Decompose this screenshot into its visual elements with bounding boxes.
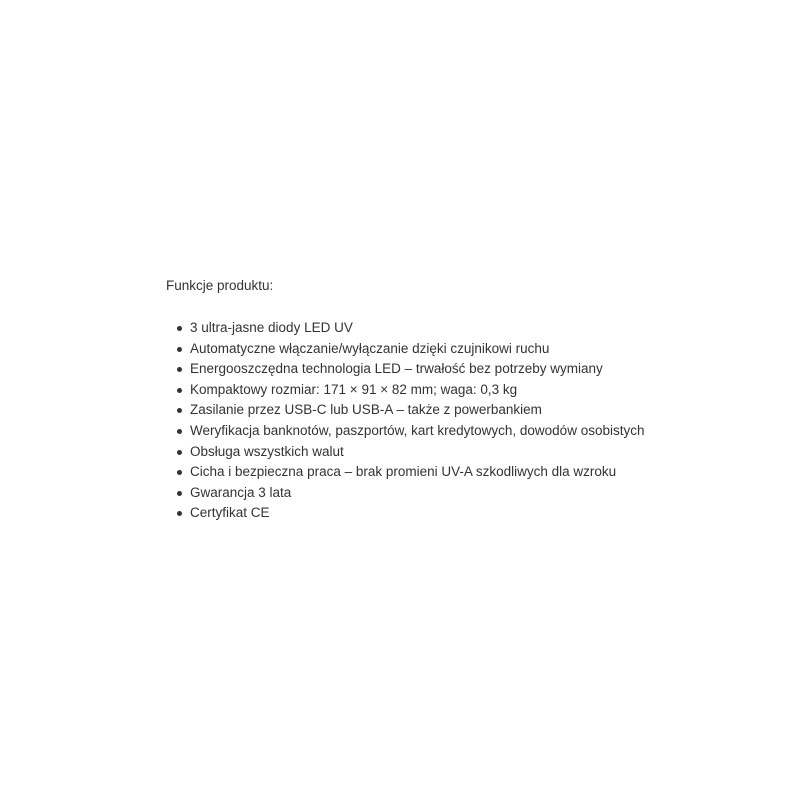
list-item-text: Gwarancja 3 lata <box>190 484 292 500</box>
bullet-icon <box>177 388 182 393</box>
bullet-icon <box>177 367 182 372</box>
list-item <box>166 442 766 463</box>
list-item-text: Cicha i bezpieczna praca – brak promieni UV-A szkodliwych dla wzroku <box>190 464 617 480</box>
list-item-text: Weryfikacja banknotów, paszportów, kart kredytowych, dowodów osobistych <box>190 422 645 438</box>
bullet-icon <box>177 470 182 475</box>
list-item-text: 3 ultra-jasne diody LED UV <box>190 320 353 335</box>
list-item <box>166 318 766 339</box>
bullet-icon <box>177 511 182 516</box>
product-features-section <box>166 277 766 524</box>
list-item <box>166 421 766 442</box>
list-item <box>166 483 766 504</box>
bullet-icon <box>177 326 182 331</box>
bullet-icon <box>177 408 182 413</box>
list-item-text: Obsługa wszystkich walut <box>190 443 344 459</box>
bullet-icon <box>177 450 182 455</box>
list-item <box>166 359 766 380</box>
list-item <box>166 503 766 524</box>
list-item-text: Kompaktowy rozmiar: 171 × 91 × 82 mm; waga: 0,3 kg <box>190 381 518 397</box>
bullet-icon <box>177 491 182 496</box>
features-list <box>166 318 766 524</box>
bullet-icon <box>177 347 182 352</box>
list-item <box>166 462 766 483</box>
list-item-text: Certyfikat CE <box>190 505 270 521</box>
bullet-icon <box>177 429 182 434</box>
list-item <box>166 400 766 421</box>
list-item <box>166 339 766 360</box>
list-item <box>166 380 766 401</box>
section-heading: Funkcje produktu: <box>166 278 274 293</box>
list-item-text: Automatyczne włączanie/wyłączanie dzięki czujnikowi ruchu <box>190 340 550 356</box>
list-item-text: Energooszczędna technologia LED – trwałość bez potrzeby wymiany <box>190 361 603 377</box>
list-item-text: Zasilanie przez USB-C lub USB-A – także z powerbankiem <box>190 402 542 418</box>
